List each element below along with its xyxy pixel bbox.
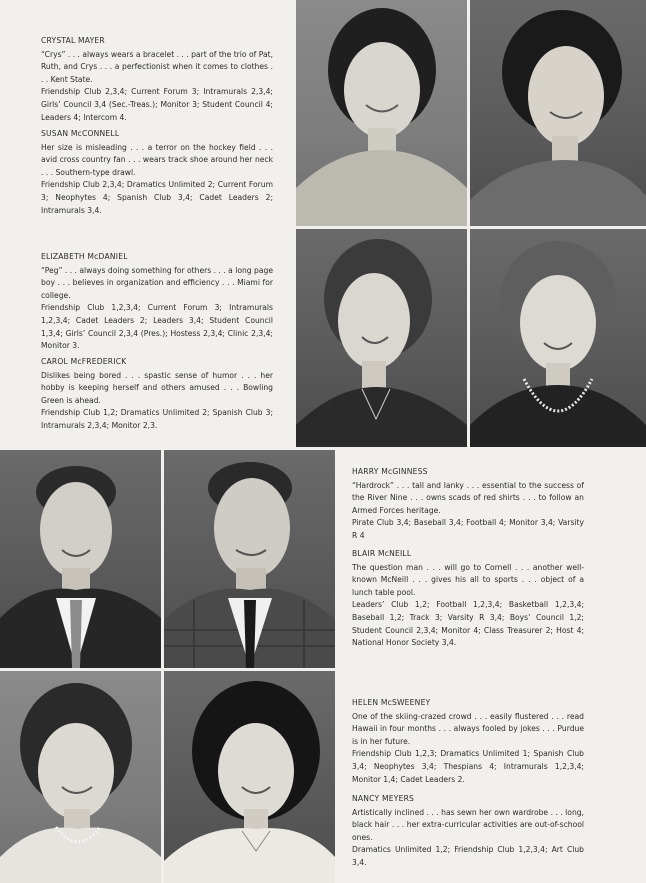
student-name: ELIZABETH McDANIEL: [41, 252, 128, 261]
photo-nancy-meyers: [164, 671, 335, 883]
student-description: “Peg” . . . always doing something for others . . . a long page boy . . . believes in organization and efficiency . . . Miami for college.: [41, 265, 273, 300]
photo-crystal-mayer: [296, 0, 467, 226]
student-name: CRYSTAL MAYER: [41, 36, 105, 45]
portrait-female-icon: [0, 671, 161, 883]
student-activities: Dramatics Unlimited 1,2; Friendship Club 1,2,3,4; Art Club 3,4.: [352, 845, 584, 867]
photo-blair-mcneill: [164, 450, 335, 668]
student-activities: Leaders’ Club 1,2; Football 1,2,3,4; Basketball 1,2,3,4; Baseball 1,2; Track 3; Varsity R 3,4; Boys’ Council 1,2; Student Council 2,3,4; Monitor 4; Class Treasurer 2; Host 4; National Honor Society 3,4.: [352, 600, 584, 648]
student-description: “Crys” . . . always wears a bracelet . . . part of the trio of Pat, Ruth, and Crys . . . a perfectionist when it comes to clothes . . . Kent State.: [41, 49, 273, 84]
student-name: NANCY MEYERS: [352, 794, 415, 803]
student-activities: Friendship Club 2,3,4; Dramatics Unlimited 2; Current Forum 3; Neophytes 4; Spanish Club 3,4; Cadet Leaders 2; Intramurals 3,4.: [41, 180, 273, 215]
bio-susan-mcconnell: [41, 128, 273, 217]
student-name: HELEN McSWEENEY: [352, 698, 431, 707]
portrait-female-icon: [164, 671, 335, 883]
student-activities: Friendship Club 1,2,3,4; Current Forum 3; Intramurals 1,2,3,4; Cadet Leaders 2; Leaders 3,4; Student Council 1,3,4; Girls’ Council 2,3,4 (Pres.); Hostess 2,3,4; Clinic 2,3,4; Monitor 3.: [41, 303, 273, 351]
portrait-female-icon: [470, 229, 646, 447]
bio-crystal-mayer: [41, 35, 273, 124]
portrait-male-icon: [0, 450, 161, 668]
student-activities: Friendship Club 1,2,3; Dramatics Unlimited 1; Spanish Club 3,4; Neophytes 3,4; Thespians 4; Intramurals 1,2,3,4; Monitor 1,4; Cadet Leaders 2.: [352, 749, 584, 784]
student-name: BLAIR McNEILL: [352, 549, 412, 558]
student-name: SUSAN McCONNELL: [41, 129, 120, 138]
bio-helen-mcsweeney: [352, 697, 584, 786]
photo-susan-mcconnell: [470, 0, 646, 226]
student-description: Her size is misleading . . . a terror on the hockey field . . . avid cross country fan . . . wears track shoe around her neck . . . Southern-type drawl.: [41, 142, 273, 177]
bio-carol-mcfrederick: [41, 356, 273, 433]
photo-carol-mcfrederick: [470, 229, 646, 447]
student-description: “Hardrock” . . . tall and lanky . . . essential to the success of the River Nine . . . owns scads of red shirts . . . to follow an Armed Forces heritage.: [352, 480, 584, 515]
student-name: HARRY McGINNESS: [352, 467, 428, 476]
student-description: Dislikes being bored . . . spastic sense of humor . . . her hobby is keeping herself and others amused . . . Bowling Green is ahead.: [41, 370, 273, 405]
bio-elizabeth-mcdaniel: [41, 251, 273, 353]
bio-nancy-meyers: [352, 793, 584, 870]
photo-helen-mcsweeney: [0, 671, 161, 883]
portrait-female-icon: [296, 0, 467, 226]
student-activities: Pirate Club 3,4; Baseball 3,4; Football 4; Monitor 3,4; Varsity R 4: [352, 518, 584, 540]
student-description: One of the skiing-crazed crowd . . . easily flustered . . . read Hawaii in four months . . . always fooled by jokes . . . Purdue is in her future.: [352, 711, 584, 746]
student-activities: Friendship Club 1,2; Dramatics Unlimited 2; Spanish Club 3; Intramurals 2,3,4; Monitor 2,3.: [41, 408, 273, 430]
student-activities: Friendship Club 2,3,4; Current Forum 3; Intramurals 2,3,4; Girls’ Council 3,4 (Sec.-Treas.); Monitor 3; Student Council 4; Leaders 4; Intercom 4.: [41, 87, 273, 122]
student-description: The question man . . . will go to Cornell . . . another well-known McNeill . . . gives his all to sports . . . object of a lunch table pool.: [352, 562, 584, 597]
student-description: Artistically inclined . . . has sewn her own wardrobe . . . long, black hair . . . her extra-curricular activities are out-of-school ones.: [352, 807, 584, 842]
bio-blair-mcneill: [352, 548, 584, 650]
portrait-male-icon: [164, 450, 335, 668]
photo-harry-mcginness: [0, 450, 161, 668]
photo-elizabeth-mcdaniel: [296, 229, 467, 447]
portrait-female-icon: [470, 0, 646, 226]
student-name: CAROL McFREDERICK: [41, 357, 127, 366]
bio-harry-mcginness: [352, 466, 584, 543]
portrait-female-icon: [296, 229, 467, 447]
